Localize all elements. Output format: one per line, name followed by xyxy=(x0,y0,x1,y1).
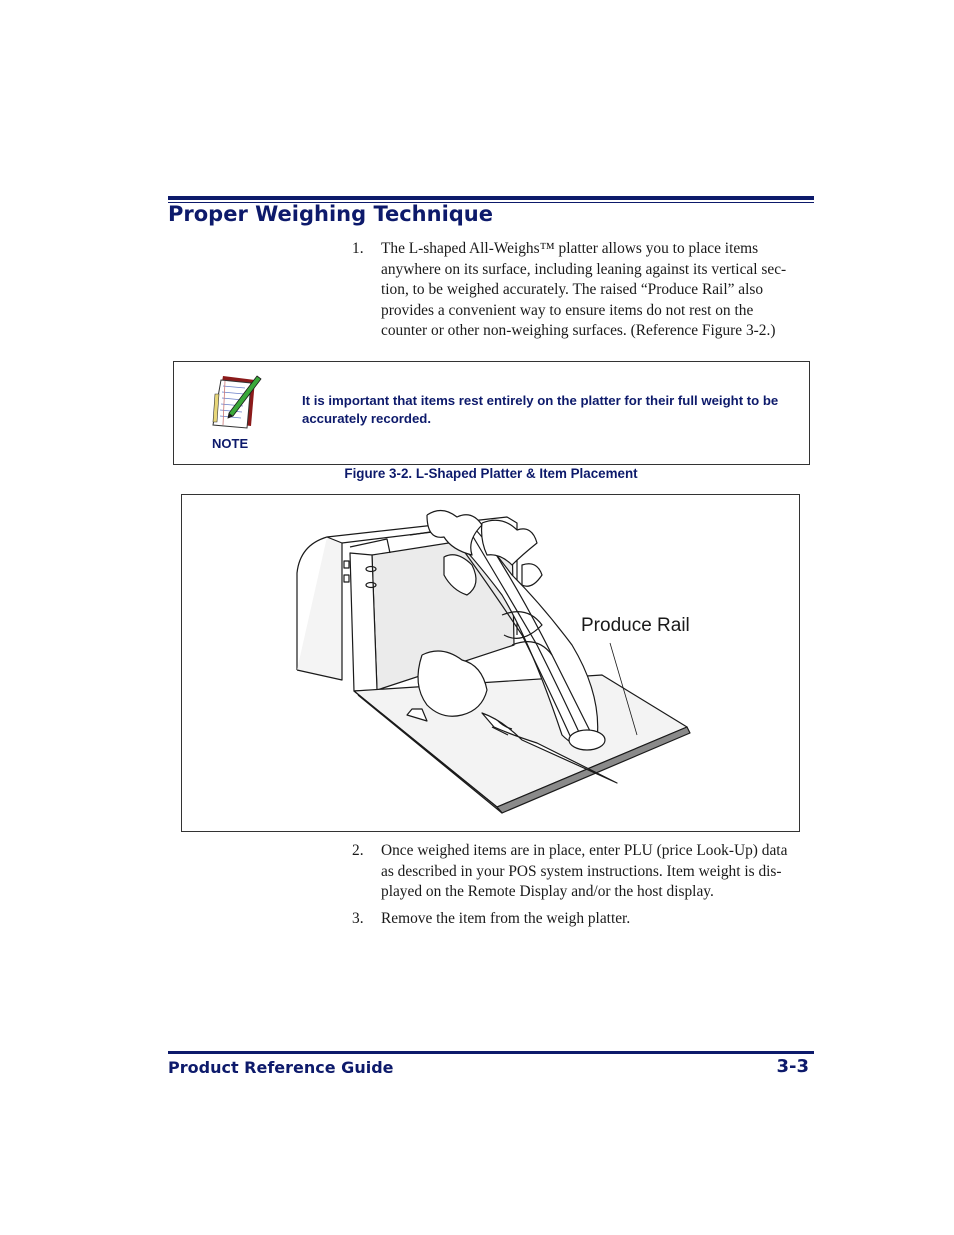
list-item-step-2 xyxy=(352,841,814,903)
step-line: tion, to be weighed accurately. The raised “Produce Rail” also xyxy=(381,281,764,298)
note-box xyxy=(173,361,810,465)
note-text xyxy=(302,392,792,428)
scale-platter-illustration xyxy=(182,495,799,831)
note-line: It is important that items rest entirely on the platter for their full weight to be xyxy=(302,393,779,408)
figure-caption: Figure 3-2. L-Shaped Platter & Item Placement xyxy=(344,466,638,481)
list-item-step-3 xyxy=(352,909,814,930)
produce-rail-callout: Produce Rail xyxy=(581,615,690,636)
step-number: 2. xyxy=(352,842,364,859)
step-line: played on the Remote Display and/or the host display. xyxy=(381,883,714,900)
step-line: Once weighed items are in place, enter PLU (price Look-Up) data xyxy=(381,842,788,859)
step-text xyxy=(381,841,814,903)
step-line: counter or other non-weighing surfaces. (Reference Figure 3-2.) xyxy=(381,322,776,339)
note-line: accurately recorded. xyxy=(302,411,432,426)
step-text xyxy=(381,909,814,930)
notepad-pencil-icon xyxy=(211,372,263,430)
step-line: provides a convenient way to ensure items do not rest on the xyxy=(381,301,754,319)
step-number: 1. xyxy=(352,240,364,257)
footer-title: Product Reference Guide xyxy=(168,1058,394,1077)
figure-illustration xyxy=(181,494,800,832)
section-title: Proper Weighing Technique xyxy=(168,202,493,226)
step-line: as described in your POS system instructions. Item weight is dis- xyxy=(381,862,782,880)
page-number: 3-3 xyxy=(776,1056,809,1077)
step-line: The L-shaped All-Weighs™ platter allows you to place items xyxy=(381,240,759,257)
list-item-step-1 xyxy=(352,239,814,342)
step-line: anywhere on its surface, including leaning against its vertical sec- xyxy=(381,260,787,278)
step-text xyxy=(381,239,814,342)
step-number: 3. xyxy=(352,910,364,927)
step-line: Remove the item from the weigh platter. xyxy=(381,910,631,927)
footer-rule xyxy=(168,1051,814,1054)
note-label: NOTE xyxy=(212,436,249,451)
